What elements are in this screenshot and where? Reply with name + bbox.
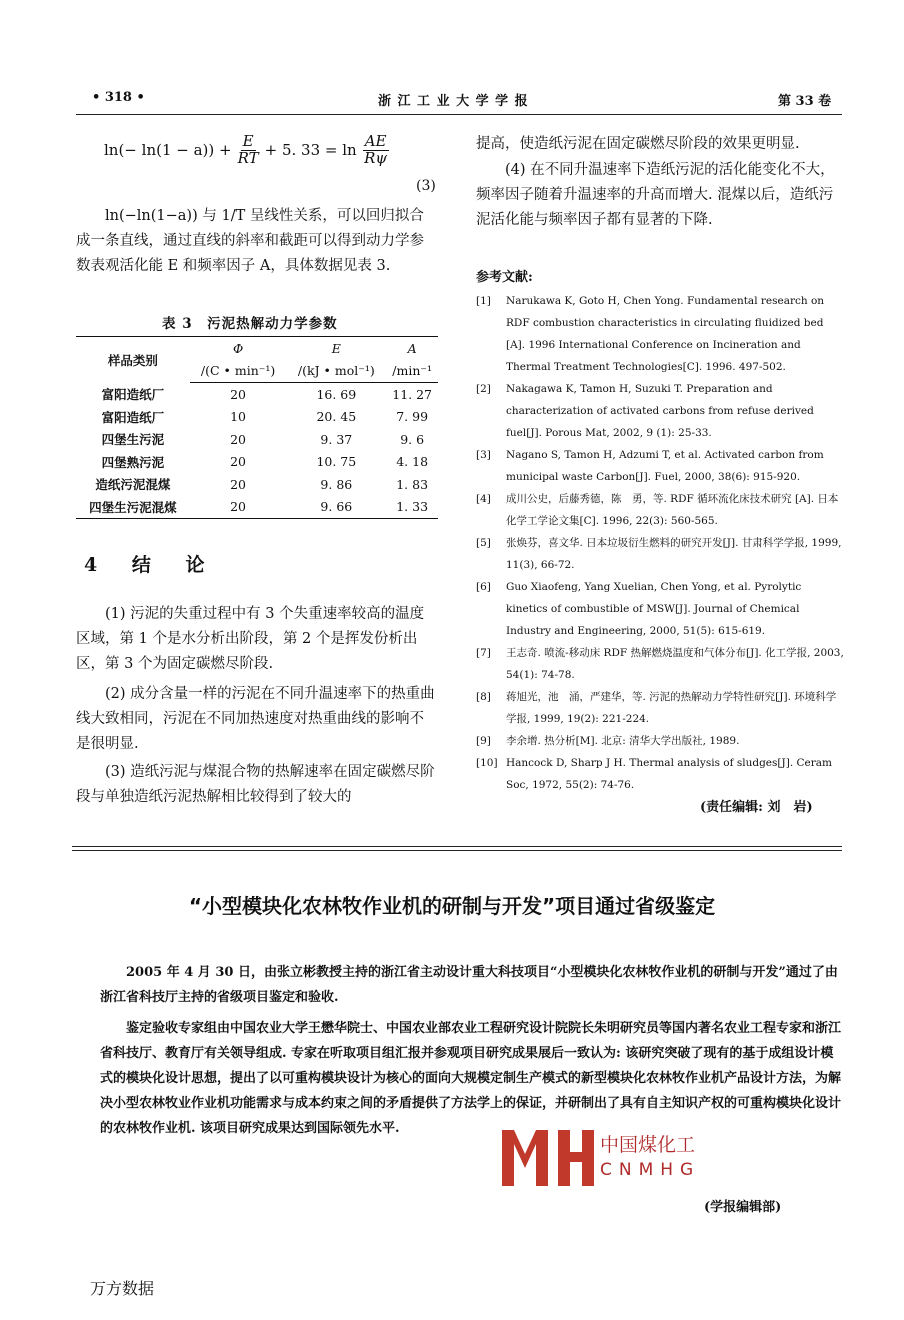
cell-a: 1. 33 (386, 496, 438, 519)
cell-a: 1. 83 (396, 476, 429, 492)
paragraph-regression: ln(−ln(1−a)) 与 1/T 呈线性关系，可以回归拟合成一条直线，通过直线的斜率和截距可以得到动力学参数表观活化能 E 和频率因子 A，具体数据见表 3. (76, 208, 424, 274)
ref-text: Guo Xiaofeng, Yang Xuelian, Chen Yong, et al. Pyrolytic kinetics of combustible of MSW[J]. Journal of Chemical Industry and Engineering, 2000, 51(5): 615-619. (506, 581, 802, 637)
table-row (76, 496, 438, 519)
equation-mid: + 5. 33 = ln (264, 141, 357, 160)
col-phi: Φ (190, 337, 287, 360)
cell-phi: 20 (230, 386, 247, 402)
table-row (76, 406, 438, 429)
watermark-latin: CNMHG (600, 1160, 701, 1180)
ref-text: 蒋旭光，池 涌，严建华，等. 污泥的热解动力学特性研究[J]. 环境科学学报, 1999, 19(2): 221-224. (506, 691, 837, 725)
equation-3 (104, 134, 389, 167)
equation-lhs: ln(− ln(1 − a)) + (104, 141, 232, 160)
ref-number: [4] (476, 493, 491, 505)
cell-phi: 10 (230, 409, 247, 425)
kinetics-table (76, 336, 438, 519)
table-row (76, 428, 438, 451)
ref-text: 成川公史，后藤秀德，陈 勇，等. RDF 循环流化床技术研究 [A]. 日本化学工学论文集[C]. 1996, 22(3): 560-565. (506, 493, 839, 527)
ref-number: [5] (476, 537, 491, 549)
reference-item (476, 378, 844, 444)
ref-text: 李余增. 热分析[M]. 北京: 清华大学出版社, 1989. (506, 735, 740, 747)
section-divider (72, 846, 842, 847)
page-number: • 318 • (92, 90, 145, 105)
journal-title: 浙 江 工 业 大 学 学 报 (378, 94, 529, 109)
section-divider (72, 850, 842, 851)
cell-phi: 20 (230, 454, 247, 470)
frac2-numerator: AE (364, 132, 387, 150)
reference-item (476, 488, 844, 532)
volume-label: 第 33 卷 (778, 94, 832, 109)
fraction-ae-rpsi (363, 134, 389, 167)
cell-phi: 20 (230, 476, 247, 492)
ref-number: [8] (476, 691, 491, 703)
watermark-chinese: 中国煤化工 (600, 1134, 696, 1156)
reference-item (476, 686, 844, 730)
conclusion-2: (2) 成分含量一样的污泥在不同升温速率下的热重曲线大致相同，污泥在不同加热速度对热重曲线的影响不是很明显. (76, 686, 435, 752)
news-paragraph-2: 鉴定验收专家组由中国农业大学王懋华院士、中国农业部农业工程研究设计院院长朱明研究员等国内著名农业工程专家和浙江省科技厅、教育厅有关领导组成. 专家在听取项目组汇报并参观项目研究成果展后一致认为: 该研究突破了现有的基于成组设计模式的模块化设计思想，提出了以可重构模块设计为核心的面向大规模定制生产模式的新型模块化农林牧作业机产品设计方法，为解决小型农林牧业作业机功能需求与成本约束之间的矛盾提供了方法学上的保证，并研制出了具有自主知识产权的可重构模块化设计的农林牧作业机. 该项目研究成果达到国际领先水平. (100, 1021, 842, 1136)
cell-phi: 20 (190, 496, 287, 519)
frac2-denominator: Rψ (364, 148, 388, 167)
news-paragraph-1: 2005 年 4 月 30 日，由张立彬教授主持的浙江省主动设计重大科技项目“小型模块化农林牧作业机的研制与开发”通过了由浙江省科技厅主持的省级项目鉴定和验收. (100, 965, 838, 1005)
unit-a: /min⁻¹ (386, 360, 438, 383)
conclusion-3: (3) 造纸污泥与煤混合物的热解速率在固定碳燃尽阶段与单独造纸污泥热解相比较得到了较大的 (76, 764, 435, 805)
ref-text: Nakagawa K, Tamon H, Suzuki T. Preparation and characterization of activated carbons from refuse derived fuel[J]. Porous Mat, 2002, 9 (1): 25-33. (506, 383, 814, 439)
reference-item (476, 752, 844, 796)
reference-item (476, 290, 844, 378)
ref-number: [6] (476, 581, 491, 593)
ref-number: [2] (476, 383, 491, 395)
cell-e: 9. 37 (320, 431, 353, 447)
responsible-editor: (责任编辑: 刘 岩) (700, 800, 813, 815)
cell-e: 9. 86 (320, 476, 353, 492)
unit-e: /(kJ • mol⁻¹) (286, 360, 386, 383)
ref-number: [9] (476, 735, 491, 747)
unit-phi: /(C • min⁻¹) (190, 360, 287, 383)
reference-item (476, 532, 844, 576)
fraction-e-rt (238, 134, 259, 167)
ref-text: Hancock D, Sharp J H. Thermal analysis of sludges[J]. Ceram Soc, 1972, 55(2): 74-76. (506, 757, 832, 791)
cell-a: 7. 99 (396, 409, 429, 425)
col-sample: 样品类别 (76, 337, 190, 383)
cell-a: 9. 6 (400, 431, 425, 447)
cell-a: 11. 27 (392, 386, 433, 402)
frac1-numerator: E (242, 132, 254, 150)
reference-item (476, 730, 844, 752)
cell-a: 4. 18 (396, 454, 429, 470)
cell-e: 20. 45 (316, 409, 357, 425)
cell-e: 16. 69 (316, 386, 357, 402)
cell-name: 造纸污泥混煤 (95, 477, 171, 493)
reference-list (476, 290, 844, 796)
editorial-department: (学报编辑部) (704, 1200, 782, 1215)
references-heading: 参考文献: (476, 270, 533, 285)
frac1-denominator: RT (237, 148, 259, 167)
ref-text: Narukawa K, Goto H, Chen Yong. Fundamental research on RDF combustion characteristics in circulating fluidized bed [A]. 1996 International Conference on Incineration and Thermal Treatment Technologies[C]. 1996. 497-502. (506, 295, 825, 373)
cell-name: 四堡熟污泥 (101, 454, 165, 470)
ref-number: [7] (476, 647, 491, 659)
reference-item (476, 576, 844, 642)
col-e: E (286, 337, 386, 360)
table-row (76, 451, 438, 474)
cell-phi: 20 (230, 431, 247, 447)
cell-name: 富阳造纸厂 (101, 409, 165, 425)
table-row (76, 383, 438, 406)
conclusion-3-continued: 提高，使造纸污泥在固定碳燃尽阶段的效果更明显. (476, 136, 800, 152)
footer-source: 万方数据 (90, 1279, 155, 1298)
col-a: A (386, 337, 438, 360)
ref-number: [1] (476, 295, 491, 307)
header-rule (76, 114, 842, 115)
table-row (76, 473, 438, 496)
table-caption: 表 3 污泥热解动力学参数 (162, 316, 338, 332)
conclusion-4: (4) 在不同升温速率下造纸污泥的活化能变化不大，频率因子随着升温速率的升高而增大. 混煤以后，造纸污泥活化能与频率因子都有显著的下降. (476, 162, 835, 228)
cell-e: 10. 75 (316, 454, 357, 470)
reference-item (476, 642, 844, 686)
cell-name: 四堡生污泥混煤 (76, 496, 190, 519)
news-title: “小型模块化农林牧作业机的研制与开发”项目通过省级鉴定 (188, 894, 716, 918)
conclusion-1: (1) 污泥的失重过程中有 3 个失重速率较高的温度区域，第 1 个是水分析出阶段，第 2 个是挥发份析出区，第 3 个为固定碳燃尽阶段. (76, 606, 425, 672)
ref-text: 王志奇. 喷流-移动床 RDF 热解燃烧温度和气体分布[J]. 化工学报, 2003, 54(1): 74-78. (506, 647, 844, 681)
ref-text: Nagano S, Tamon H, Adzumi T, et al. Activated carbon from municipal waste Carbon[J]. Fuel, 2000, 38(6): 915-920. (506, 449, 824, 483)
ref-number: [10] (476, 757, 498, 769)
cell-name: 富阳造纸厂 (101, 387, 165, 402)
cell-name: 四堡生污泥 (101, 432, 165, 448)
ref-text: 张焕芬，喜文华. 日本垃圾衍生燃料的研究开发[J]. 甘肃科学学报, 1999, 11(3), 66-72. (506, 537, 842, 571)
equation-number: (3) (416, 178, 436, 194)
reference-item (476, 444, 844, 488)
section-heading: 4 结 论 (84, 554, 219, 576)
cell-e: 9. 66 (286, 496, 386, 519)
ref-number: [3] (476, 449, 491, 461)
